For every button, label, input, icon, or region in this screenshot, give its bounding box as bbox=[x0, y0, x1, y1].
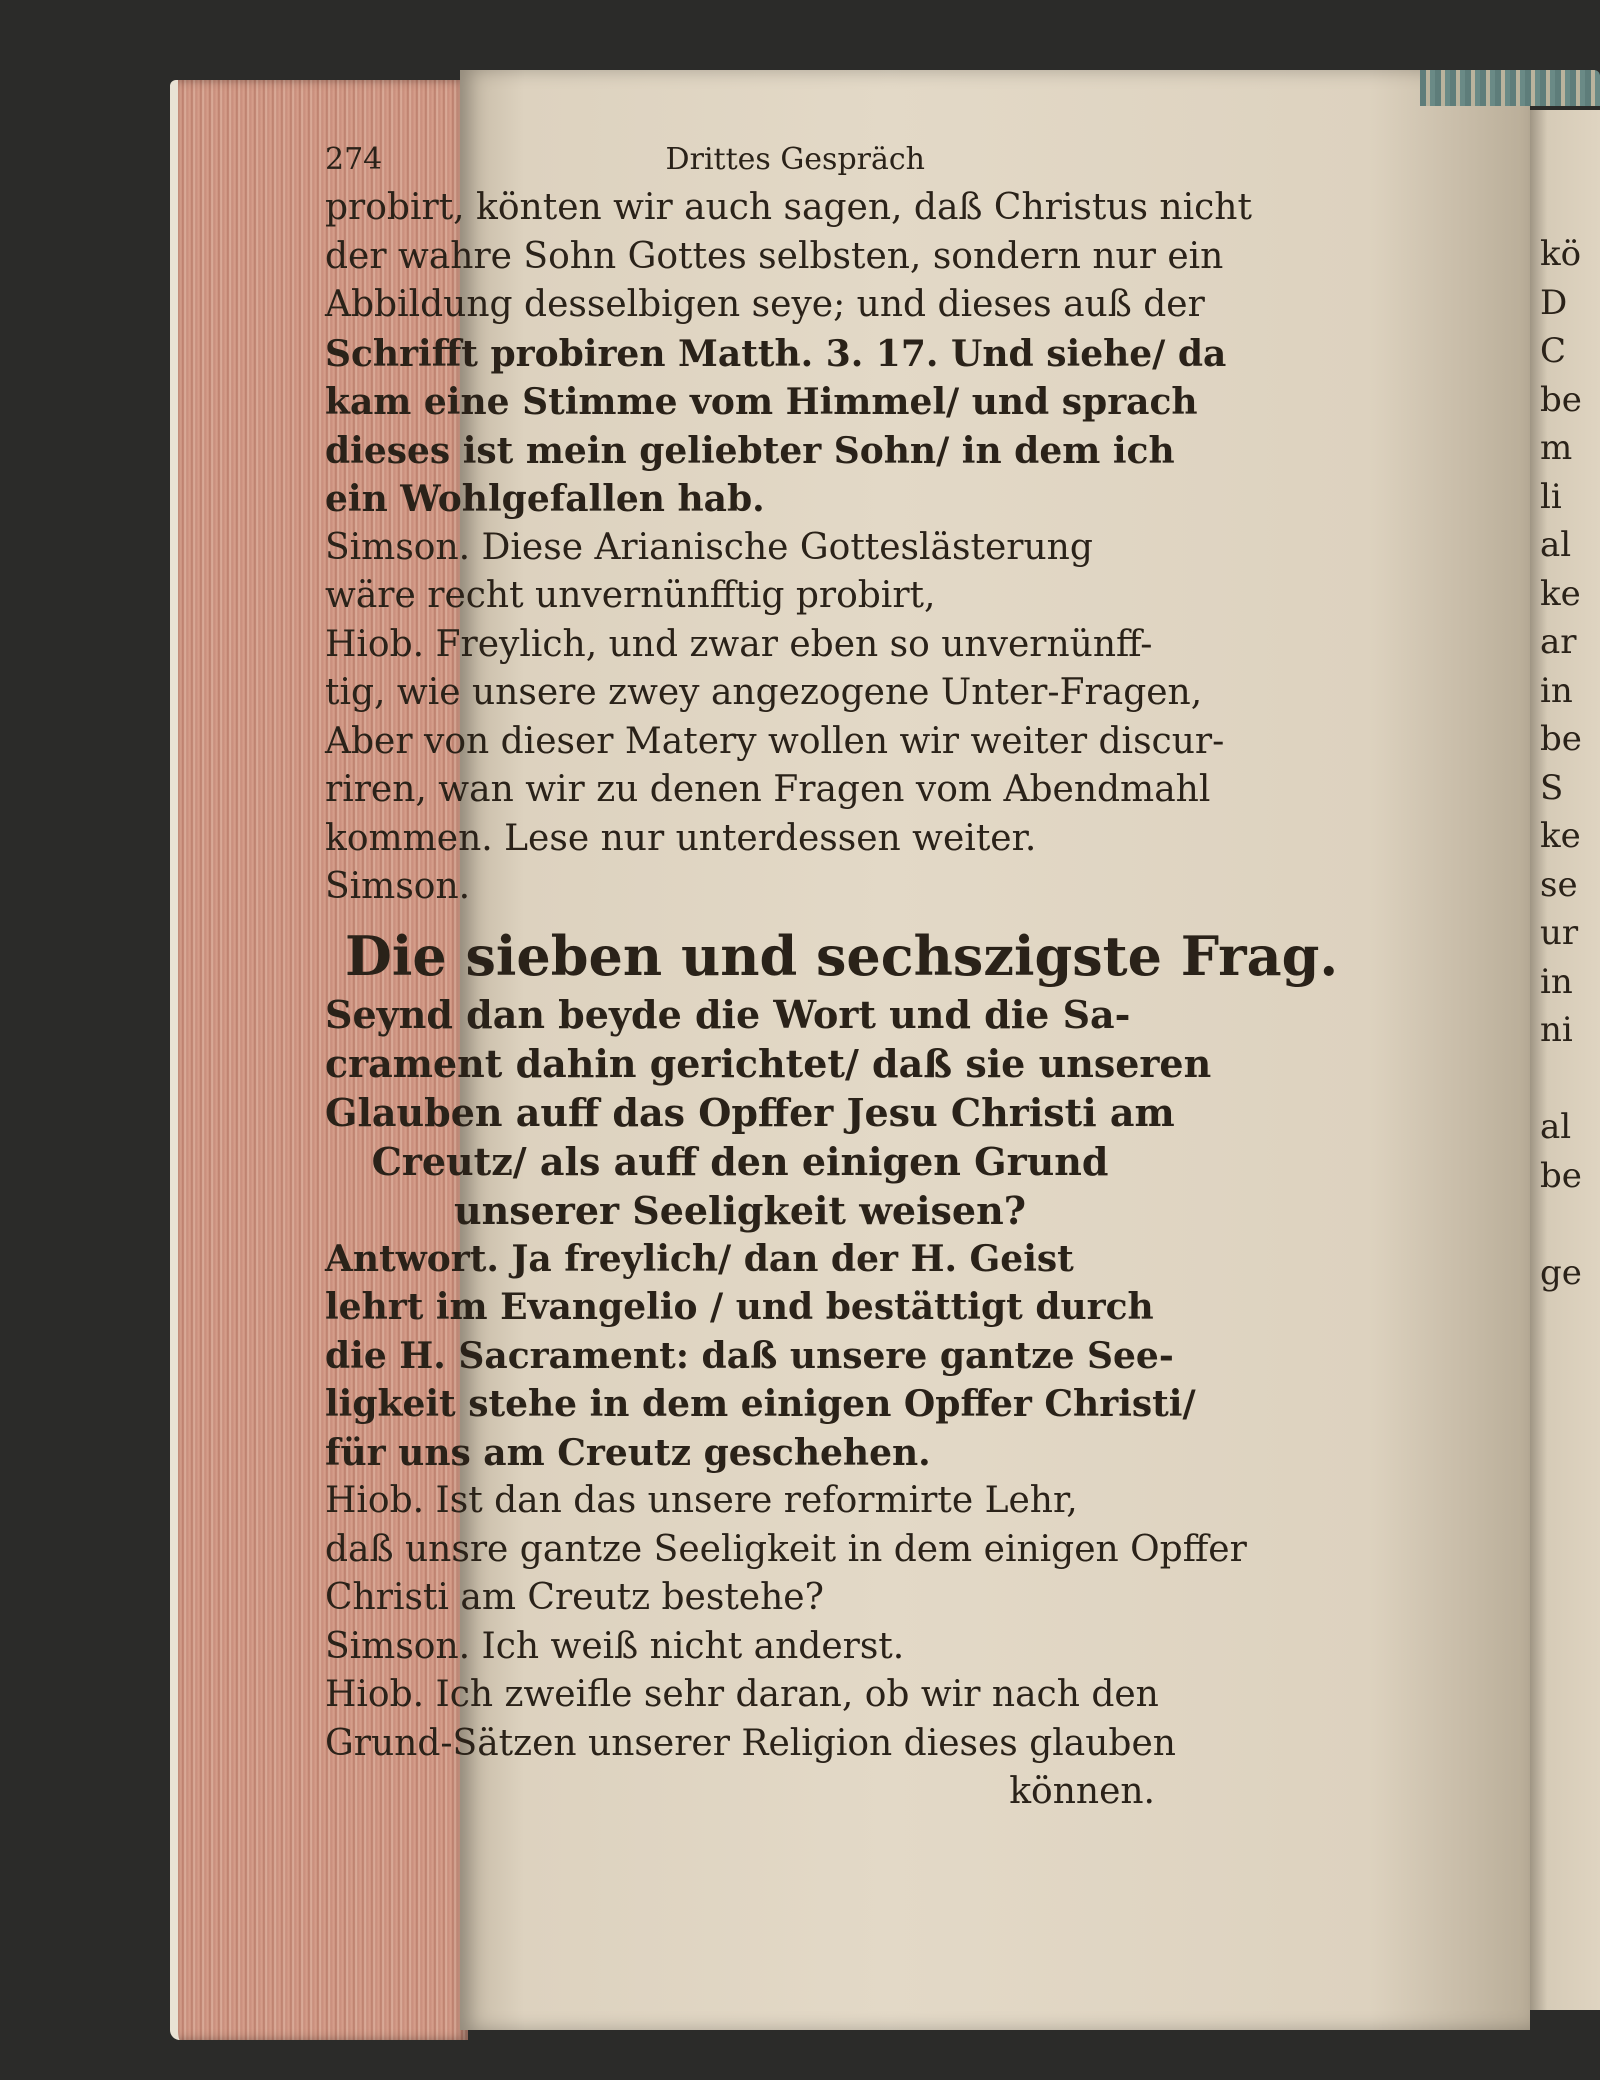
text-line: Hiob. Ich zweifle sehr daran, ob wir nach den bbox=[325, 1674, 1159, 1715]
text-line: daß unsre gantze Seeligkeit in dem einigen Opffer bbox=[325, 1528, 1247, 1570]
text-line: Glauben auff das Opffer Jesu Christi am bbox=[325, 1089, 1175, 1135]
text-line: ligkeit stehe in dem einigen Opffer Christi/ bbox=[325, 1383, 1196, 1425]
facing-page-fragment: be bbox=[1540, 1155, 1582, 1196]
text-line: Simson. Diese Arianische Gotteslästerung bbox=[325, 526, 1093, 568]
page-number: 274 bbox=[325, 142, 383, 177]
text-line: kam eine Stimme vom Himmel/ und sprach bbox=[325, 381, 1198, 423]
facing-page-fragment bbox=[1540, 1200, 1582, 1249]
facing-page-fragment: se bbox=[1540, 864, 1578, 905]
text-line: tig, wie unsere zwey angezogene Unter-Fragen, bbox=[325, 672, 1203, 713]
facing-page-fragment: in bbox=[1540, 670, 1573, 711]
text-line: Aber von dieser Matery wollen wir weiter discur- bbox=[325, 720, 1225, 762]
text-line: Hiob. Ist dan das unsere reformirte Lehr, bbox=[325, 1480, 1078, 1521]
catchword: können. bbox=[1009, 1771, 1155, 1812]
body-lines bbox=[325, 184, 1252, 912]
facing-page-fragment: ar bbox=[1540, 622, 1577, 662]
facing-page-fragment: C bbox=[1540, 331, 1567, 371]
text-line: Christi am Creutz bestehe? bbox=[325, 1577, 824, 1618]
facing-page-fragment: ur bbox=[1540, 913, 1579, 953]
text-line: die H. Sacrament: daß unsere gantze See- bbox=[325, 1334, 1174, 1377]
facing-page-text bbox=[1540, 230, 1582, 1297]
headband bbox=[1420, 70, 1600, 106]
text-line: probirt, könten wir auch sagen, daß Christus nicht bbox=[325, 187, 1252, 228]
facing-page-fragment: ke bbox=[1540, 573, 1581, 614]
facing-page-fragment: S bbox=[1540, 767, 1564, 808]
facing-page-fragment: li bbox=[1540, 476, 1562, 517]
dialogue-lines bbox=[325, 1477, 1247, 1768]
text-line: wäre recht unvernünfftig probirt, bbox=[325, 575, 936, 616]
text-line: Schrifft probiren Matth. 3. 17. Und siehe/ da bbox=[325, 332, 1227, 375]
facing-page-fragment: D bbox=[1540, 282, 1568, 323]
text-line: unserer Seeligkeit weisen? bbox=[453, 1187, 1027, 1233]
facing-page-fragment: ke bbox=[1540, 816, 1581, 856]
question-lines bbox=[325, 990, 1212, 1235]
text-line: ein Wohlgefallen hab. bbox=[325, 478, 765, 520]
text-line: Creutz/ als auff den einigen Grund bbox=[371, 1138, 1109, 1184]
facing-page-fragment bbox=[1540, 1055, 1582, 1104]
text-line: Seynd dan beyde die Wort und die Sa- bbox=[325, 991, 1131, 1037]
text-line: der wahre Sohn Gottes selbsten, sondern nur ein bbox=[325, 235, 1224, 277]
facing-page-fragment: al bbox=[1540, 525, 1572, 565]
facing-page-fragment: in bbox=[1540, 961, 1573, 1002]
answer-lines bbox=[325, 1235, 1196, 1478]
text-line: Hiob. Freylich, und zwar eben so unvernünff- bbox=[325, 623, 1153, 665]
facing-page-fragment: be bbox=[1540, 379, 1582, 420]
facing-page-fragment: m bbox=[1540, 428, 1573, 468]
text-line: crament dahin gerichtet/ daß sie unseren bbox=[325, 1040, 1212, 1086]
facing-page-edge bbox=[1530, 110, 1600, 2010]
running-head bbox=[325, 140, 925, 180]
text-line: riren, wan wir zu denen Fragen vom Abendmahl bbox=[325, 769, 1211, 810]
facing-page-fragment: be bbox=[1540, 719, 1582, 759]
text-line: Simson. bbox=[325, 866, 471, 907]
text-line: Grund-Sätzen unserer Religion dieses glauben bbox=[325, 1722, 1176, 1764]
text-line: Simson. Ich weiß nicht anderst. bbox=[325, 1625, 905, 1667]
page-text bbox=[325, 140, 1339, 1817]
text-line: Abbildung desselbigen seye; und dieses auß der bbox=[325, 284, 1205, 325]
text-line: dieses ist mein geliebter Sohn/ in dem ich bbox=[325, 429, 1175, 472]
text-line: Antwort. Ja freylich/ dan der H. Geist bbox=[325, 1237, 1074, 1280]
text-line: lehrt im Evangelio / und bestättigt durch bbox=[325, 1286, 1154, 1328]
facing-page-fragment: kö bbox=[1540, 234, 1582, 274]
facing-page-fragment: al bbox=[1540, 1107, 1572, 1147]
facing-page-fragment: ni bbox=[1540, 1010, 1573, 1050]
question-heading: Die sieben und sechszigste Frag. bbox=[345, 923, 1339, 988]
text-line: für uns am Creutz geschehen. bbox=[325, 1431, 931, 1474]
facing-page-fragment: ge bbox=[1540, 1252, 1582, 1293]
text-line: kommen. Lese nur unterdessen weiter. bbox=[325, 817, 1037, 859]
running-title: Drittes Gespräch bbox=[665, 142, 925, 177]
